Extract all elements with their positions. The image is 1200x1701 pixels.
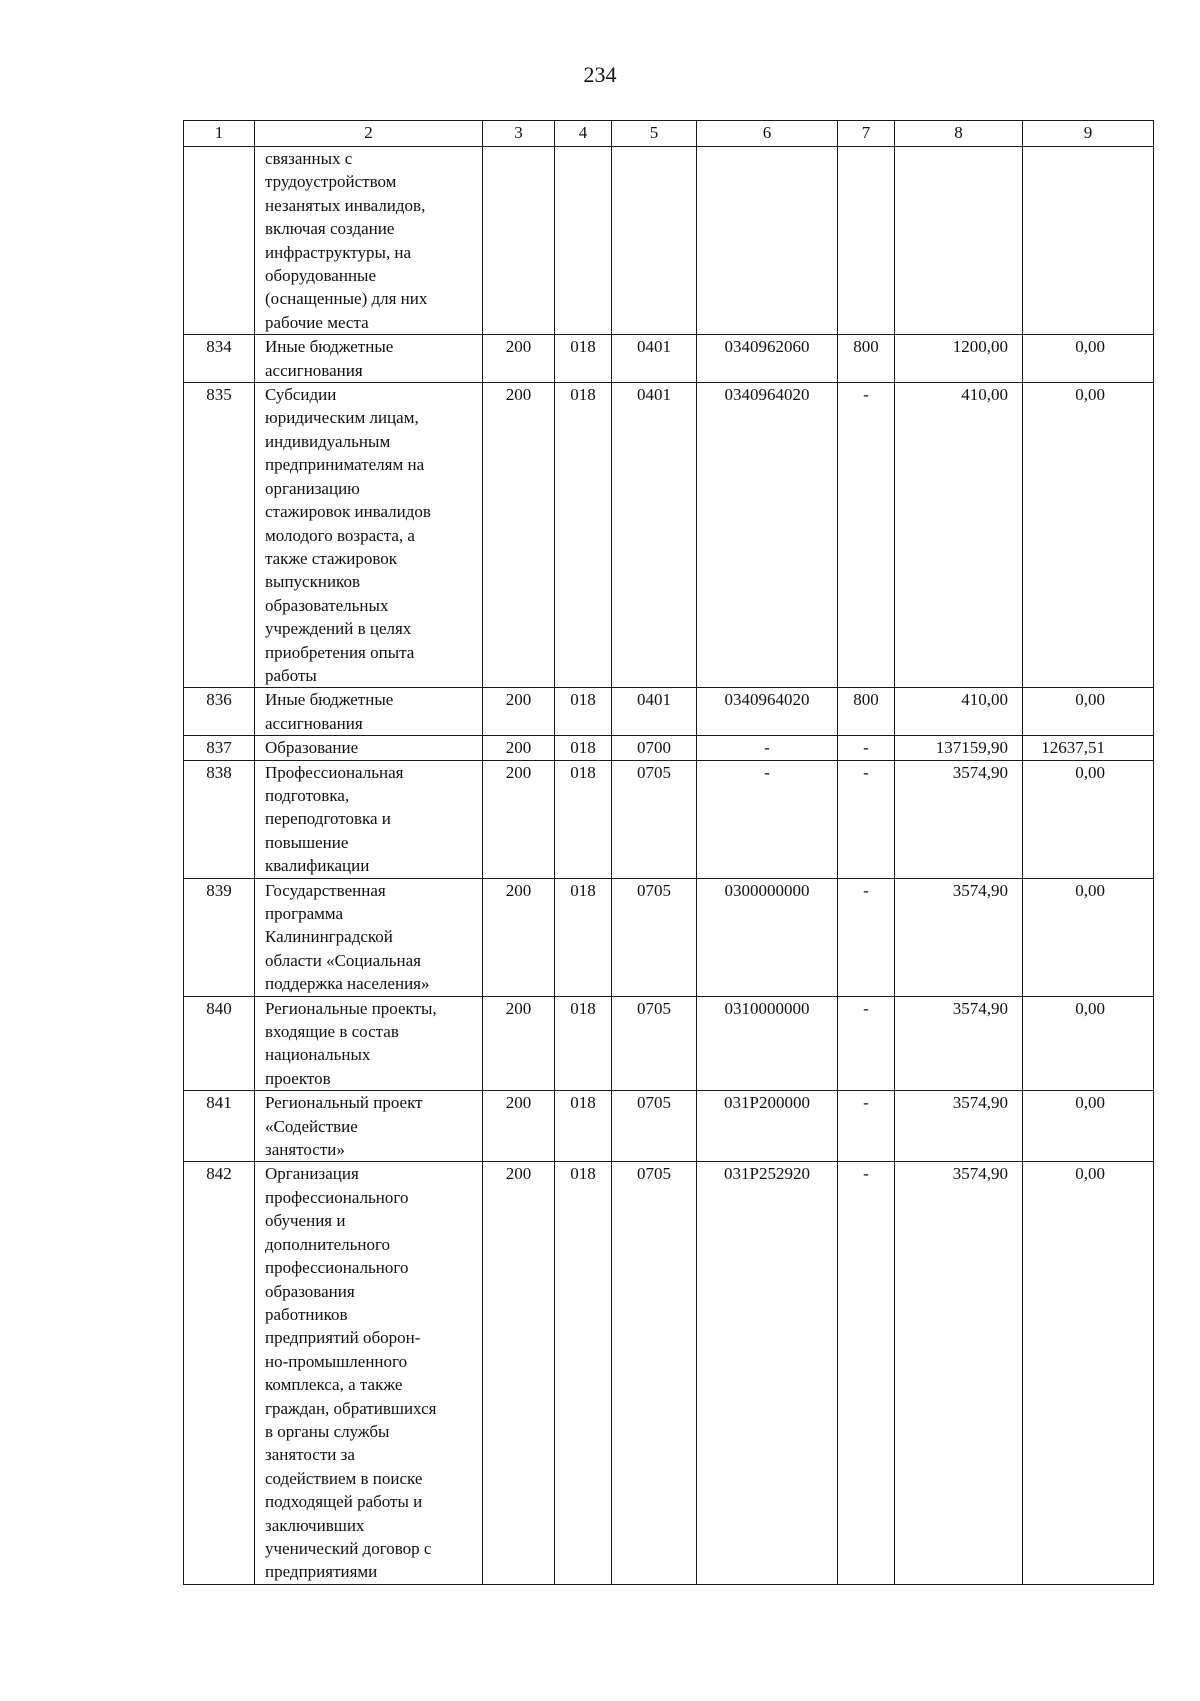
row-number-cell: 837 bbox=[184, 736, 255, 760]
amount-cell: 3574,90 bbox=[895, 1091, 1023, 1162]
row-number-cell: 834 bbox=[184, 335, 255, 383]
code-cell bbox=[697, 147, 838, 335]
amount-cell: 3574,90 bbox=[895, 878, 1023, 996]
budget-table bbox=[183, 120, 1154, 1585]
column-header: 8 bbox=[895, 121, 1023, 147]
code-cell: 800 bbox=[838, 688, 895, 736]
page-number: 234 bbox=[583, 62, 617, 87]
amount-cell: 3574,90 bbox=[895, 760, 1023, 878]
amount-cell: 12637,51 bbox=[1023, 736, 1154, 760]
amount-cell: 0,00 bbox=[1023, 996, 1154, 1091]
code-cell: - bbox=[697, 736, 838, 760]
amount-cell: 0,00 bbox=[1023, 760, 1154, 878]
code-cell: 200 bbox=[483, 383, 555, 688]
item-name-cell: Субсидии юридическим лицам, индивидуальным предпринимателям на организацию стажировок инвалидов молодого возраста, а также стажировок выпускников образовательных учреждений в целях приобретения опыта работы bbox=[255, 383, 483, 688]
amount-cell: 3574,90 bbox=[895, 1162, 1023, 1584]
code-cell bbox=[838, 147, 895, 335]
amount-cell bbox=[895, 147, 1023, 335]
code-cell: 0401 bbox=[612, 335, 697, 383]
code-cell: 0705 bbox=[612, 760, 697, 878]
code-cell: 800 bbox=[838, 335, 895, 383]
row-number-cell bbox=[184, 147, 255, 335]
amount-cell bbox=[1023, 147, 1154, 335]
row-number-cell: 836 bbox=[184, 688, 255, 736]
column-header: 2 bbox=[255, 121, 483, 147]
item-name-cell: Региональные проекты, входящие в состав национальных проектов bbox=[255, 996, 483, 1091]
item-name-cell: Иные бюджетные ассигнования bbox=[255, 688, 483, 736]
code-cell: - bbox=[838, 878, 895, 996]
code-cell: 0705 bbox=[612, 1091, 697, 1162]
column-header: 5 bbox=[612, 121, 697, 147]
code-cell: 0340962060 bbox=[697, 335, 838, 383]
table-row bbox=[184, 736, 1154, 760]
code-cell bbox=[483, 147, 555, 335]
amount-cell: 0,00 bbox=[1023, 1091, 1154, 1162]
amount-cell: 410,00 bbox=[895, 383, 1023, 688]
amount-cell: 0,00 bbox=[1023, 383, 1154, 688]
code-cell: - bbox=[838, 1091, 895, 1162]
code-cell: 018 bbox=[555, 1162, 612, 1584]
code-cell: 0340964020 bbox=[697, 688, 838, 736]
code-cell: 018 bbox=[555, 760, 612, 878]
item-name-cell: Образование bbox=[255, 736, 483, 760]
code-cell: 018 bbox=[555, 688, 612, 736]
item-name-cell: связанных с трудоустройством незанятых инвалидов, включая создание инфраструктуры, на оборудованные (оснащенные) для них рабочие места bbox=[255, 147, 483, 335]
row-number-cell: 839 bbox=[184, 878, 255, 996]
code-cell: 0401 bbox=[612, 383, 697, 688]
code-cell: 018 bbox=[555, 736, 612, 760]
table-row bbox=[184, 688, 1154, 736]
item-name-cell: Государственная программа Калининградской области «Социальная поддержка населения» bbox=[255, 878, 483, 996]
column-number-row bbox=[184, 121, 1154, 147]
item-name-cell: Иные бюджетные ассигнования bbox=[255, 335, 483, 383]
table-body bbox=[184, 147, 1154, 1585]
code-cell: 200 bbox=[483, 335, 555, 383]
code-cell: 031P252920 bbox=[697, 1162, 838, 1584]
code-cell: 0700 bbox=[612, 736, 697, 760]
code-cell bbox=[612, 147, 697, 335]
amount-cell: 3574,90 bbox=[895, 996, 1023, 1091]
code-cell: - bbox=[838, 1162, 895, 1584]
table-row bbox=[184, 383, 1154, 688]
column-header: 4 bbox=[555, 121, 612, 147]
code-cell: 031P200000 bbox=[697, 1091, 838, 1162]
code-cell: 0310000000 bbox=[697, 996, 838, 1091]
table-row bbox=[184, 760, 1154, 878]
code-cell: 0705 bbox=[612, 1162, 697, 1584]
table-row bbox=[184, 1091, 1154, 1162]
amount-cell: 0,00 bbox=[1023, 878, 1154, 996]
column-header: 7 bbox=[838, 121, 895, 147]
code-cell: 0340964020 bbox=[697, 383, 838, 688]
item-name-cell: Организация профессионального обучения и дополнительного профессионального образования работников предприятий оборон- но-промышленного комплекса, а также граждан, обратившихся в органы службы занятости за содействием в поиске подходящей работы и заключивших ученический договор с предприятиями bbox=[255, 1162, 483, 1584]
item-name-cell: Профессиональная подготовка, переподготовка и повышение квалификации bbox=[255, 760, 483, 878]
column-header: 1 bbox=[184, 121, 255, 147]
row-number-cell: 841 bbox=[184, 1091, 255, 1162]
row-number-cell: 835 bbox=[184, 383, 255, 688]
table-row bbox=[184, 335, 1154, 383]
table-row bbox=[184, 878, 1154, 996]
code-cell: - bbox=[838, 383, 895, 688]
code-cell: 200 bbox=[483, 688, 555, 736]
amount-cell: 137159,90 bbox=[895, 736, 1023, 760]
code-cell: - bbox=[838, 996, 895, 1091]
code-cell: 0705 bbox=[612, 996, 697, 1091]
row-number-cell: 842 bbox=[184, 1162, 255, 1584]
row-number-cell: 838 bbox=[184, 760, 255, 878]
row-number-cell: 840 bbox=[184, 996, 255, 1091]
amount-cell: 410,00 bbox=[895, 688, 1023, 736]
code-cell: 0300000000 bbox=[697, 878, 838, 996]
code-cell bbox=[555, 147, 612, 335]
code-cell: 0401 bbox=[612, 688, 697, 736]
code-cell: 200 bbox=[483, 1162, 555, 1584]
code-cell: 200 bbox=[483, 760, 555, 878]
code-cell: 018 bbox=[555, 1091, 612, 1162]
code-cell: 200 bbox=[483, 878, 555, 996]
amount-cell: 0,00 bbox=[1023, 1162, 1154, 1584]
amount-cell: 1200,00 bbox=[895, 335, 1023, 383]
item-name-cell: Региональный проект «Содействие занятости» bbox=[255, 1091, 483, 1162]
code-cell: 018 bbox=[555, 383, 612, 688]
column-header: 6 bbox=[697, 121, 838, 147]
code-cell: 018 bbox=[555, 996, 612, 1091]
code-cell: 018 bbox=[555, 335, 612, 383]
code-cell: 0705 bbox=[612, 878, 697, 996]
column-header: 9 bbox=[1023, 121, 1154, 147]
code-cell: - bbox=[838, 736, 895, 760]
code-cell: 200 bbox=[483, 1091, 555, 1162]
table-row bbox=[184, 996, 1154, 1091]
code-cell: 200 bbox=[483, 996, 555, 1091]
amount-cell: 0,00 bbox=[1023, 688, 1154, 736]
column-header: 3 bbox=[483, 121, 555, 147]
amount-cell: 0,00 bbox=[1023, 335, 1154, 383]
table-row bbox=[184, 1162, 1154, 1584]
code-cell: 018 bbox=[555, 878, 612, 996]
code-cell: - bbox=[697, 760, 838, 878]
code-cell: 200 bbox=[483, 736, 555, 760]
code-cell: - bbox=[838, 760, 895, 878]
table-row bbox=[184, 147, 1154, 335]
